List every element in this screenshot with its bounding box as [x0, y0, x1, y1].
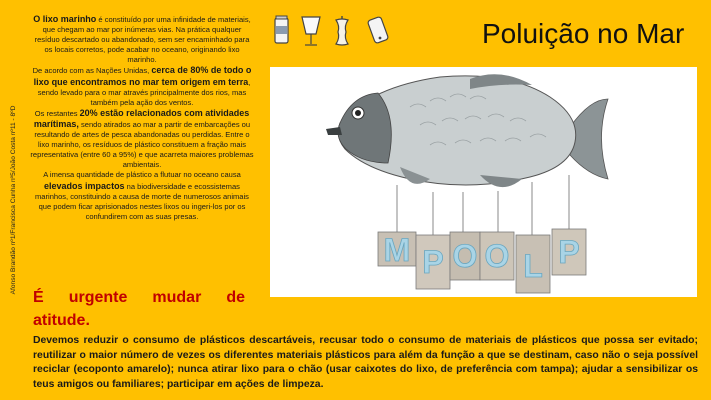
intro-run: 20% estão relacionados com atividades marítimas,	[33, 107, 250, 129]
intro-run: A imensa quantidade de plástico a flutuar no oceano causa	[43, 170, 241, 180]
phone-icon	[364, 14, 392, 46]
art-letter: P	[422, 244, 444, 280]
intro-run: De acordo com as Nações Unidas,	[32, 66, 152, 76]
intro-run: cerca de 80% de todo o lixo que encontramos no mar tem origem em terra	[33, 65, 252, 87]
plastic-fish-illustration	[270, 67, 697, 297]
art-letter: L	[523, 248, 543, 284]
can-icon	[270, 14, 294, 46]
intro-text	[30, 14, 254, 222]
intro-run: Os restantes	[34, 108, 80, 118]
intro-run: é constituído por uma infinidade de materiais, que chegam ao mar por inúmeras vias. Na prática qualquer resíduo descartado ou abandonado, sem ser encaminhado para os locais corretos, pode acabar no oceano, originando lixo marinho.	[34, 15, 251, 65]
litter-icons	[268, 14, 398, 52]
urgent-heading-line2: atitude.	[33, 312, 90, 329]
fish-artwork	[270, 67, 697, 297]
urgent-heading-line1: É urgente mudar de	[33, 289, 245, 306]
art-letter: O	[484, 238, 510, 274]
apple-core-icon	[330, 14, 354, 48]
intro-run: na biodiversidade e ecossistemas marinhos, constituindo a causa de morte de numerosos animais que podem ficar aprisionados nestes lixos ou ingeri-los por os confundirem com as suas presas.	[35, 181, 249, 221]
intro-run: , sendo levado para o mar através principalmente dos rios, mas também pela ação dos ventos.	[37, 77, 251, 107]
author-credits: Afonso Brandão nº1/Francisca Cunha nº5/João Costa nº11 - 8ºD	[10, 105, 17, 295]
intro-run: elevados impactos	[44, 180, 125, 191]
glass-icon	[298, 14, 324, 48]
art-letter: O	[452, 238, 478, 274]
art-letter: M	[383, 232, 411, 268]
art-letter: P	[558, 234, 580, 270]
intro-run: O lixo marinho	[33, 14, 97, 24]
intro-run: sendo atirados ao mar a partir de embarcações ou resultando de artes de pesca abandonadas ou perdidas. Entre o lixo marinho, os resíduos de plástico constituem a fração mais representativa (entre 60 a 95%) e que acarreta maiores problemas ambientais.	[30, 119, 254, 170]
page-title: Poluição no Mar	[482, 18, 685, 49]
actions-text: Devemos reduzir o consumo de plásticos descartáveis, recusar todo o consumo de materiais de plásticos que possa ser evitado; reutilizar o maior número de vezes os diferentes materiais plásticos para além da função a que se destinam, caso não o seja possível reciclar (ecoponto amarelo); nunca atirar lixo para o chão (usar caixotes do lixo, de preferência com tampa); ajudar a sensibilizar os teus amigos ou familiares; participar em ações de limpeza.	[33, 335, 698, 390]
